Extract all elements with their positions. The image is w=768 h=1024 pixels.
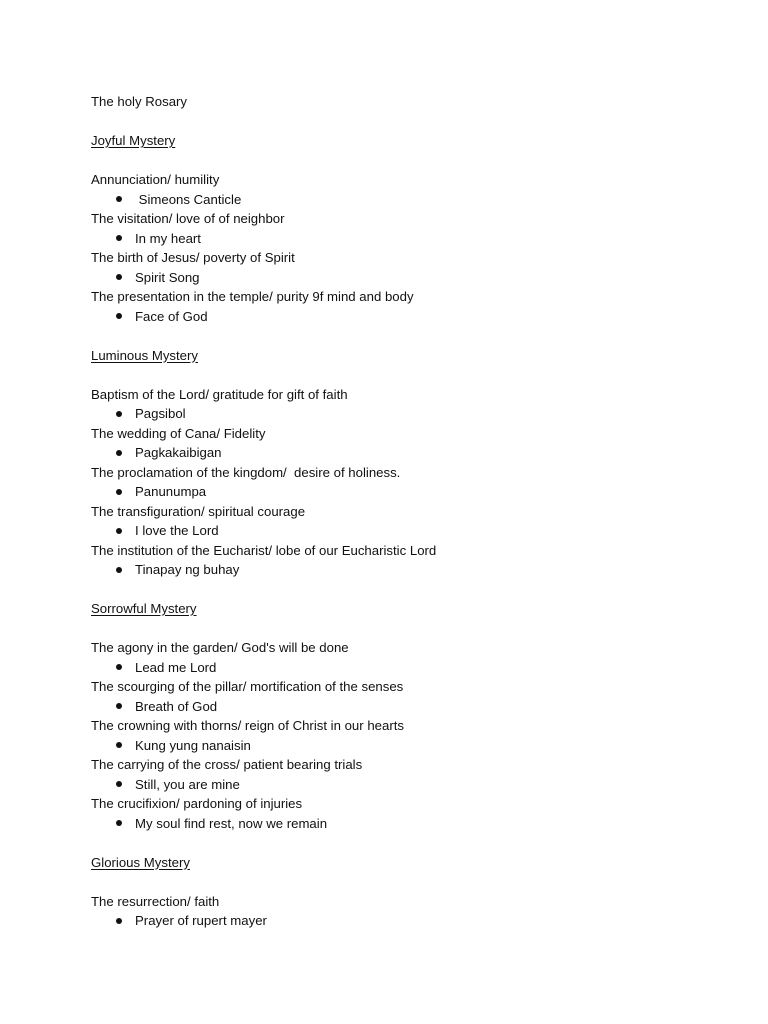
document-title: The holy Rosary	[91, 94, 188, 109]
mystery-line: The proclamation of the kingdom/ desire of holiness.	[91, 464, 401, 480]
song-bullet-item	[91, 911, 731, 931]
spacer	[91, 112, 731, 132]
bullet-dot-icon	[116, 313, 122, 319]
song-title: Spirit Song	[135, 269, 200, 285]
song-bullet-item	[91, 814, 731, 834]
song-title: Pagkakaibigan	[135, 445, 222, 460]
mystery-line: The visitation/ love of of neighbor	[91, 211, 285, 226]
song-title: In my heart	[135, 230, 201, 246]
bullet-dot-icon	[116, 567, 122, 573]
song-bullet-item	[91, 482, 731, 502]
section-heading-sorrowful: Sorrowful Mystery	[91, 601, 197, 616]
song-bullet-item	[91, 190, 731, 210]
mystery-line: The institution of the Eucharist/ lobe of our Eucharistic Lord	[91, 542, 437, 558]
song-title: Lead me Lord	[135, 659, 217, 675]
song-bullet-item	[91, 443, 731, 463]
song-title: Kung yung nanaisin	[135, 737, 251, 753]
song-bullet-item	[91, 658, 731, 678]
bullet-dot-icon	[116, 235, 122, 241]
song-bullet-item	[91, 736, 731, 756]
mystery-line: Baptism of the Lord/ gratitude for gift of faith	[91, 386, 348, 402]
bullet-dot-icon	[116, 489, 122, 495]
bullet-dot-icon	[116, 820, 122, 826]
song-title: Simeons Canticle	[135, 191, 242, 207]
song-bullet-item	[91, 775, 731, 795]
song-title: Pagsibol	[135, 406, 186, 421]
mystery-line: The agony in the garden/ God's will be done	[91, 640, 349, 655]
mystery-line: The wedding of Cana/ Fidelity	[91, 425, 266, 441]
section-heading-joyful: Joyful Mystery	[91, 133, 176, 148]
spacer	[91, 619, 731, 639]
section-heading-luminous: Luminous Mystery	[91, 347, 199, 363]
bullet-dot-icon	[116, 781, 122, 787]
mystery-line: The crucifixion/ pardoning of injuries	[91, 796, 303, 811]
section-heading-glorious: Glorious Mystery	[91, 854, 190, 870]
mystery-line: The birth of Jesus/ poverty of Spirit	[91, 250, 295, 265]
song-title: Face of God	[135, 308, 208, 324]
document-page	[91, 92, 731, 931]
spacer	[91, 326, 731, 346]
song-bullet-item	[91, 521, 731, 541]
mystery-line: The transfiguration/ spiritual courage	[91, 503, 306, 519]
song-title: Breath of God	[135, 698, 218, 714]
mystery-line: Annunciation/ humility	[91, 172, 220, 187]
song-title: I love the Lord	[135, 523, 219, 538]
song-bullet-item	[91, 229, 731, 249]
bullet-dot-icon	[116, 918, 122, 924]
mystery-line: The presentation in the temple/ purity 9f mind and body	[91, 289, 414, 304]
spacer	[91, 151, 731, 171]
song-title: Panunumpa	[135, 484, 207, 499]
mystery-line: The resurrection/ faith	[91, 893, 220, 909]
mystery-line: The scourging of the pillar/ mortification of the senses	[91, 679, 404, 694]
song-bullet-item	[91, 560, 731, 580]
spacer	[91, 365, 731, 385]
bullet-dot-icon	[116, 664, 122, 670]
bullet-dot-icon	[116, 450, 122, 456]
mystery-line: The carrying of the cross/ patient bearing trials	[91, 757, 363, 772]
bullet-dot-icon	[116, 528, 122, 534]
song-bullet-item	[91, 697, 731, 717]
song-bullet-item	[91, 404, 731, 424]
mystery-line: The crowning with thorns/ reign of Christ in our hearts	[91, 718, 404, 733]
song-title: Prayer of rupert mayer	[135, 913, 267, 928]
bullet-dot-icon	[116, 274, 122, 280]
bullet-dot-icon	[116, 411, 122, 417]
song-bullet-item	[91, 268, 731, 288]
bullet-dot-icon	[116, 196, 122, 202]
spacer	[91, 580, 731, 600]
bullet-dot-icon	[116, 742, 122, 748]
song-title: My soul find rest, now we remain	[135, 815, 328, 831]
spacer	[91, 872, 731, 892]
bullet-dot-icon	[116, 703, 122, 709]
song-title: Still, you are mine	[135, 776, 240, 792]
song-title: Tinapay ng buhay	[135, 562, 240, 577]
song-bullet-item	[91, 307, 731, 327]
spacer	[91, 833, 731, 853]
